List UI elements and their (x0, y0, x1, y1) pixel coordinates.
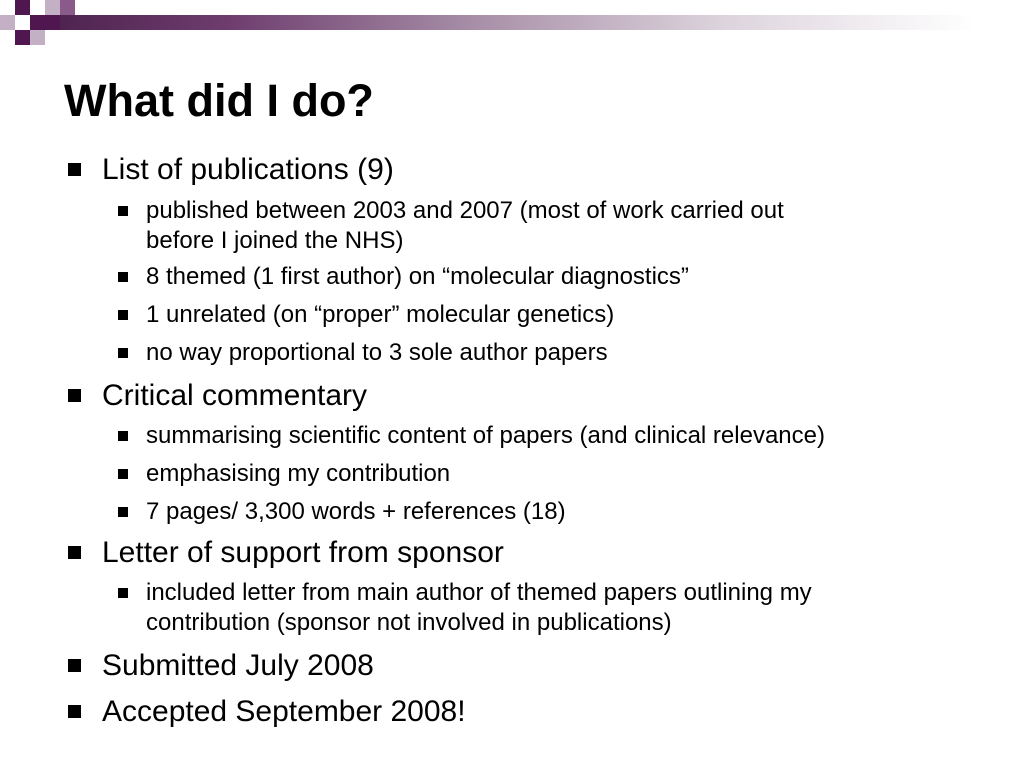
square-bullet-icon (68, 546, 81, 559)
list-item-text: Letter of support from sponsor (102, 536, 504, 569)
list-item-text: Accepted September 2008! (102, 695, 466, 728)
square-bullet-icon (118, 431, 128, 441)
sub-list-item-text: no way proportional to 3 sole author papers (146, 339, 608, 366)
sub-list-item-line: before I joined the NHS) (146, 227, 404, 254)
sub-list-item-line: published between 2003 and 2007 (most of work carried out (146, 197, 784, 224)
square-bullet-icon (118, 206, 128, 216)
sub-list-item-text: emphasising my contribution (146, 460, 451, 487)
sub-list-item-text: 1 unrelated (on “proper” molecular genetics) (146, 301, 615, 328)
list-item-text: Submitted July 2008 (102, 649, 374, 682)
square-bullet-icon (68, 659, 81, 672)
square-bullet-icon (68, 705, 81, 718)
list-item-text: Critical commentary (102, 379, 368, 412)
slide-title: What did I do? (64, 75, 374, 126)
sub-list-item-line: included letter from main author of themed papers outlining my (146, 579, 812, 606)
square-bullet-icon (118, 588, 128, 598)
sub-list-item-text: summarising scientific content of papers (and clinical relevance) (146, 422, 825, 449)
sub-list-item-text: 8 themed (1 first author) on “molecular diagnostics” (146, 263, 689, 290)
list-item-text: List of publications (9) (102, 153, 394, 186)
sub-list-item-text: 7 pages/ 3,300 words + references (18) (146, 498, 566, 525)
sub-list-item-text (146, 578, 812, 638)
square-bullet-icon (118, 348, 128, 358)
square-bullet-icon (68, 389, 81, 402)
square-bullet-icon (118, 272, 128, 282)
sub-list-item-text (146, 196, 784, 256)
square-bullet-icon (118, 507, 128, 517)
sub-list-item-line: contribution (sponsor not involved in publications) (146, 609, 672, 636)
square-bullet-icon (68, 163, 81, 176)
square-bullet-icon (118, 310, 128, 320)
square-bullet-icon (118, 469, 128, 479)
